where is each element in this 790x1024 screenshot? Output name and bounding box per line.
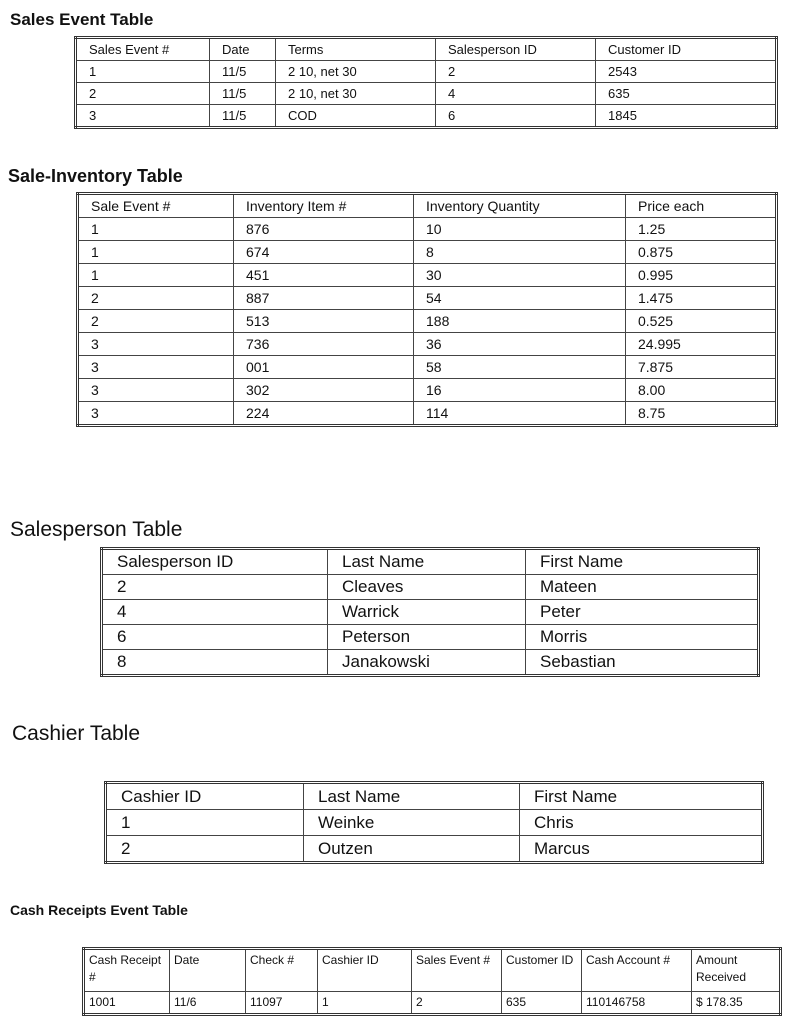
header-cell: Inventory Quantity [414,194,626,218]
table-cell: 58 [414,356,626,379]
table-cell: 11/5 [210,83,276,105]
table-cell: 1 [106,810,304,836]
table-cell: $ 178.35 [692,992,781,1015]
table-cell: 1001 [84,992,170,1015]
table-cell: 2 10, net 30 [276,83,436,105]
table-cell: COD [276,105,436,128]
table-cell: 1845 [596,105,777,128]
table-cell: 513 [234,310,414,333]
table-cell: 1 [78,241,234,264]
header-cell: Date [210,38,276,61]
sales-event-table-title: Sales Event Table [10,10,154,29]
table-cell: Marcus [520,836,763,863]
table-row [102,575,759,600]
table-cell: 36 [414,333,626,356]
table-cell: 3 [78,333,234,356]
table-cell: 11/5 [210,61,276,83]
table-cell: 1 [78,218,234,241]
table-cell: 4 [102,600,328,625]
table-cell: 876 [234,218,414,241]
table-cell: 6 [102,625,328,650]
header-cell: Cashier ID [106,783,304,810]
sales-event-table [74,36,778,129]
table-cell: 1 [318,992,412,1015]
table-cell: Outzen [304,836,520,863]
table-cell: 2 [106,836,304,863]
table-cell: 6 [436,105,596,128]
table-cell: 224 [234,402,414,426]
table-cell: 1 [78,264,234,287]
table-header-row [106,783,763,810]
table-cell: 16 [414,379,626,402]
table-row [78,379,777,402]
table-cell: 0.525 [626,310,777,333]
table-row [102,650,759,676]
header-cell: Sale Event # [78,194,234,218]
table-cell: Cleaves [328,575,526,600]
table-row [78,264,777,287]
table-row [76,83,777,105]
table-cell: Morris [526,625,759,650]
table-cell: 3 [76,105,210,128]
cashier-table-title: Cashier Table [12,722,141,745]
header-cell: Last Name [304,783,520,810]
cash-receipts-table [82,947,782,1016]
table-row [84,992,781,1015]
table-cell: 2 [436,61,596,83]
table-cell: 302 [234,379,414,402]
table-cell: Warrick [328,600,526,625]
table-cell: 11/5 [210,105,276,128]
table-header-row [76,38,777,61]
table-cell: 2 [412,992,502,1015]
header-cell: Terms [276,38,436,61]
table-cell: 8 [102,650,328,676]
sale-inventory-table [76,192,778,427]
table-cell: 30 [414,264,626,287]
header-cell: Customer ID [596,38,777,61]
table-cell: 2 [76,83,210,105]
cashier-table [104,781,764,864]
table-row [106,836,763,863]
table-cell: 1 [76,61,210,83]
table-cell: 110146758 [582,992,692,1015]
header-cell: Customer ID [502,949,582,992]
table-row [78,356,777,379]
header-cell: Last Name [328,549,526,575]
table-row [76,105,777,128]
table-row [106,810,763,836]
table-cell: 114 [414,402,626,426]
table-header-row [84,949,781,992]
table-cell: Sebastian [526,650,759,676]
table-cell: 0.875 [626,241,777,264]
table-row [78,241,777,264]
table-cell: Peter [526,600,759,625]
table-cell: 1.475 [626,287,777,310]
table-cell: 451 [234,264,414,287]
header-cell: Price each [626,194,777,218]
table-cell: 2 [102,575,328,600]
header-cell: Sales Event # [412,949,502,992]
salesperson-table [100,547,760,677]
table-cell: 8.00 [626,379,777,402]
table-cell: 3 [78,379,234,402]
table-row [78,287,777,310]
table-row [78,218,777,241]
table-cell: 2 10, net 30 [276,61,436,83]
header-cell: First Name [520,783,763,810]
table-cell: 635 [596,83,777,105]
table-cell: 11097 [246,992,318,1015]
table-cell: 1.25 [626,218,777,241]
header-cell: Amount Received [692,949,781,992]
table-cell: 635 [502,992,582,1015]
table-row [78,310,777,333]
table-cell: Chris [520,810,763,836]
table-cell: 54 [414,287,626,310]
table-row [102,625,759,650]
header-cell: Sales Event # [76,38,210,61]
table-cell: 8.75 [626,402,777,426]
table-cell: 736 [234,333,414,356]
table-cell: 2 [78,287,234,310]
header-cell: Cash Receipt # [84,949,170,992]
header-cell: Date [170,949,246,992]
header-cell: Inventory Item # [234,194,414,218]
table-cell: 188 [414,310,626,333]
header-cell: First Name [526,549,759,575]
table-cell: 11/6 [170,992,246,1015]
cash-receipts-table-title: Cash Receipts Event Table [10,902,188,918]
table-cell: 24.995 [626,333,777,356]
table-cell: 674 [234,241,414,264]
table-cell: Mateen [526,575,759,600]
table-row [76,61,777,83]
sale-inventory-table-title: Sale-Inventory Table [8,166,183,186]
table-cell: 10 [414,218,626,241]
header-cell: Check # [246,949,318,992]
table-row [102,600,759,625]
table-header-row [78,194,777,218]
table-cell: 7.875 [626,356,777,379]
table-cell: 3 [78,356,234,379]
header-cell: Salesperson ID [436,38,596,61]
header-cell: Cash Account # [582,949,692,992]
salesperson-table-title: Salesperson Table [10,518,183,541]
table-cell: 4 [436,83,596,105]
table-row [78,402,777,426]
table-header-row [102,549,759,575]
table-cell: Janakowski [328,650,526,676]
table-cell: 3 [78,402,234,426]
header-cell: Cashier ID [318,949,412,992]
table-cell: Peterson [328,625,526,650]
table-cell: 001 [234,356,414,379]
table-cell: 0.995 [626,264,777,287]
table-cell: Weinke [304,810,520,836]
table-cell: 2 [78,310,234,333]
header-cell: Salesperson ID [102,549,328,575]
table-row [78,333,777,356]
table-cell: 2543 [596,61,777,83]
table-cell: 887 [234,287,414,310]
table-cell: 8 [414,241,626,264]
